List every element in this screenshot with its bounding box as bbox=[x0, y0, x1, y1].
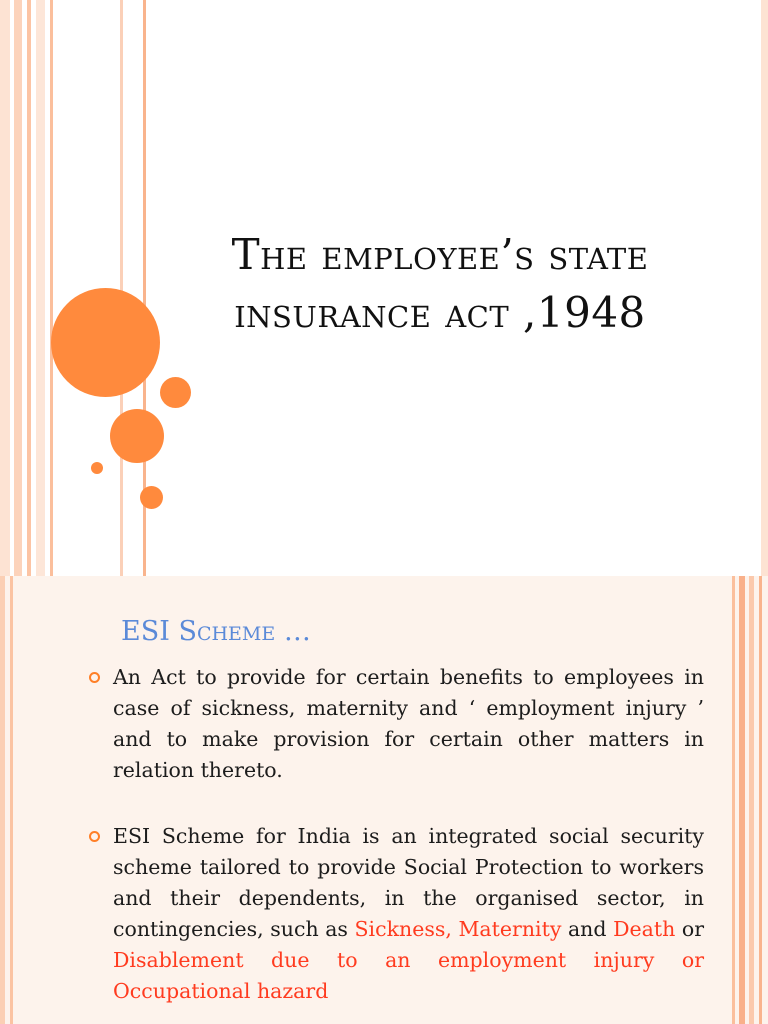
decorative-circle-small bbox=[160, 377, 191, 408]
decorative-stripe bbox=[761, 0, 768, 576]
decorative-stripe bbox=[120, 0, 123, 576]
decorative-stripe bbox=[27, 0, 31, 576]
hollow-circle-bullet-icon bbox=[89, 831, 100, 842]
decorative-stripe bbox=[0, 0, 10, 576]
bullet-text-part: or bbox=[675, 917, 704, 941]
bullet-text-part: ESI Scheme for India is an integrated social security scheme tailored to provide Social Protection to workers and their dependents, in the organised sector, in contingencies, such as bbox=[113, 824, 704, 941]
bullet-item bbox=[88, 662, 704, 786]
decorative-stripe bbox=[749, 576, 754, 1024]
decorative-circle-medium bbox=[110, 409, 164, 463]
content-slide bbox=[0, 576, 768, 1024]
slide-title-line-2: insurance act ,1948 bbox=[234, 288, 646, 337]
decorative-stripe bbox=[10, 576, 13, 1024]
decorative-circle-large bbox=[51, 288, 160, 397]
decorative-stripe bbox=[14, 0, 22, 576]
slide-heading: ESI Scheme … bbox=[121, 616, 311, 647]
highlight-text: Sickness, Maternity bbox=[354, 917, 562, 941]
decorative-stripe bbox=[732, 576, 735, 1024]
slide-title-line-1: The employee’s state bbox=[231, 230, 649, 279]
slide-title bbox=[170, 226, 710, 342]
hollow-circle-bullet-icon bbox=[89, 672, 100, 683]
decorative-circle-tiny bbox=[91, 462, 103, 474]
highlight-text: Disablement due to an employment injury or Occupational hazard bbox=[113, 948, 704, 1003]
decorative-stripe bbox=[759, 576, 762, 1024]
bullet-item bbox=[88, 821, 704, 1007]
bullet-text: An Act to provide for certain benefits to employees in case of sickness, maternity and ‘ employment injury ’ and to make provision for certain other matters in relation thereto. bbox=[113, 665, 704, 782]
highlight-text: Death bbox=[613, 917, 676, 941]
decorative-stripe bbox=[50, 0, 53, 576]
decorative-stripe bbox=[739, 576, 745, 1024]
bullet-text-part: and bbox=[561, 917, 614, 941]
decorative-stripe bbox=[0, 576, 5, 1024]
decorative-circle-small bbox=[140, 486, 163, 509]
bullet-list bbox=[88, 662, 704, 1024]
decorative-stripe bbox=[36, 0, 45, 576]
